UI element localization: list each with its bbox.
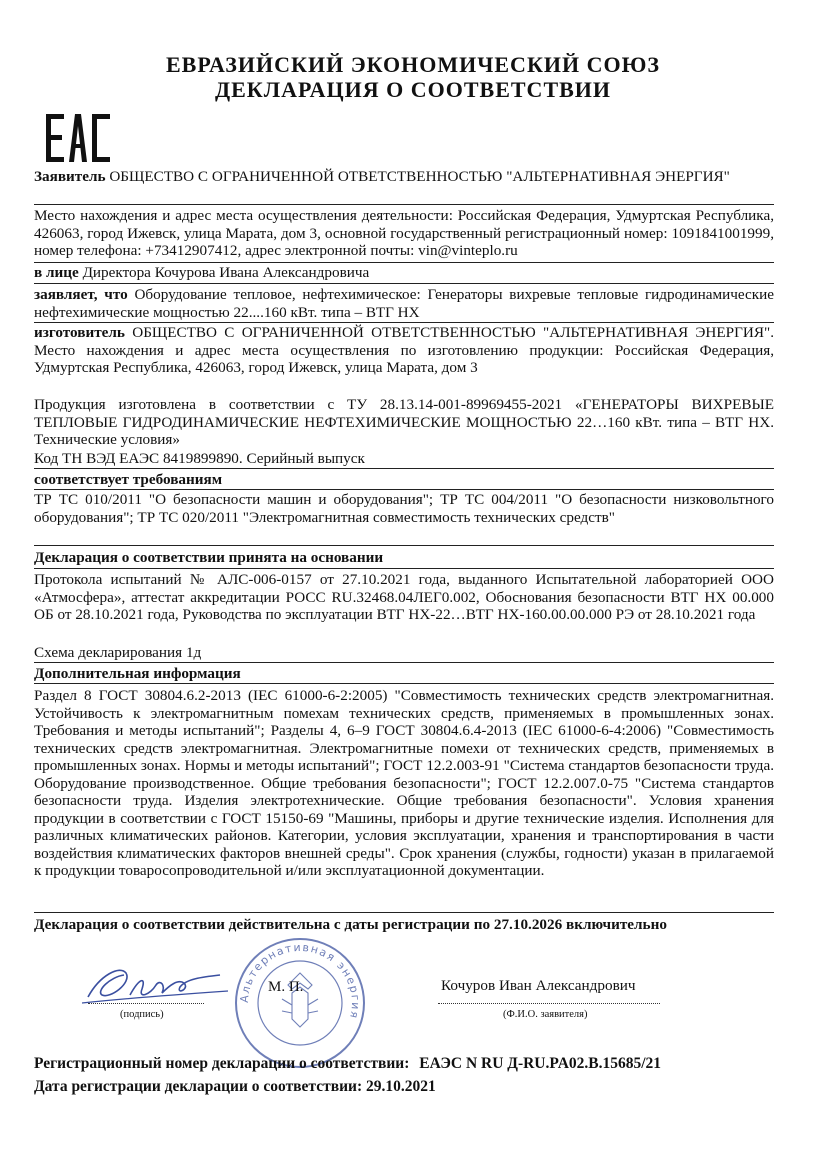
- requirements-text: ТР ТС 010/2011 "О безопасности машин и оборудования"; ТР ТС 004/2011 "О безопасности низковольтного оборудования"; ТР ТС 020/2011 "Электромагнитная совместимость технических средств": [34, 491, 774, 526]
- additional-text: Раздел 8 ГОСТ 30804.6.2-2013 (IEC 61000-6-2:2005) "Совместимость технических средств электромагнитная. Устойчивость к электромагнитным помехам технических средств, применяемых в промышленных зонах. Требования и методы испытаний"; Разделы 4, 6–9 ГОСТ 30804.6.4-2013 (IEC 61000-6-4:2006) "Совместимость технических средств электромагнитная. Электромагнитные помехи от технических средств, применяемых в промышленных зонах. Нормы и методы испытаний"; ГОСТ 12.2.003-91 "Система стандартов безопасности труда. Оборудование производственное. Общие требования безопасности"; ГОСТ 12.2.007.0-75 "Система стандартов безопасности труда. Изделия электротехнические. Общие требования безопасности". Условия хранения продукции в соответствии с ГОСТ 15150-69 "Машины, приборы и другие технические изделия. Исполнения для различных климатических районов. Категории, условия эксплуатации, хранения и транспортирования в части воздействия климатических факторов внешней среды". Срок хранения (службы, годности) указан в прилагаемой к продукции товаросопроводительной и/или эксплуатационной документации.: [34, 687, 774, 879]
- validity-text: Декларация о соответствии действительна с даты регистрации по 27.10.2026 включительно: [34, 916, 667, 933]
- name-line: [438, 1003, 660, 1004]
- additional-label: Дополнительная информация: [34, 665, 241, 682]
- divider: [34, 204, 774, 205]
- applicant-label: Заявитель: [34, 168, 106, 185]
- divider: [34, 568, 774, 569]
- person-name: Директора Кочурова Ивана Александровича: [82, 264, 370, 281]
- applicant-section: [34, 168, 774, 186]
- union-title: ЕВРАЗИЙСКИЙ ЭКОНОМИЧЕСКИЙ СОЮЗ: [165, 52, 661, 77]
- signature-image: [80, 955, 230, 1015]
- requirements-label: соответствует требованиям: [34, 471, 223, 488]
- basis-text: Протокола испытаний № АЛС-006-0157 от 27.10.2021 года, выданного Испытательной лабораторией ООО «Атмосфера», аттестат аккредитации РОСС RU.32468.04ЛЕГ0.002, Обоснования безопасности ВТГ НХ 00.000 ОБ от 28.10.2021 года, Руководства по эксплуатации ВТГ НХ-22…ВТГ НХ-160.00.00.000 РЭ от 28.10.2021 года: [34, 571, 774, 623]
- divider: [34, 283, 774, 284]
- registration-number: ЕАЭС N RU Д-RU.PA02.B.15685/21: [419, 1055, 662, 1072]
- signature-caption: (подпись): [120, 1009, 164, 1020]
- signature-line: [88, 1003, 204, 1004]
- applicant-address: Место нахождения и адрес места осуществления деятельности: Российская Федерация, Удмуртская Республика, 426063, город Ижевск, улица Марата, дом 3, основной государственный регистрационный номер: 1091841001999, номер телефона: +73412907412, адрес электронной почты: vin@vinteplo.ru: [34, 207, 774, 259]
- divider: [34, 322, 774, 323]
- basis-scheme: Схема декларирования 1д: [34, 644, 202, 661]
- divider: [34, 262, 774, 263]
- divider: [34, 545, 774, 546]
- stamp-ring-text: Альтернативная энергия: [237, 940, 363, 1021]
- divider: [34, 662, 774, 663]
- registration-number-row: [34, 1055, 661, 1073]
- document-title: ДЕКЛАРАЦИЯ О СООТВЕТСТВИИ: [214, 77, 612, 102]
- registration-number-label: Регистрационный номер декларации о соответствии:: [34, 1055, 410, 1072]
- eac-logo: [44, 112, 114, 164]
- manufacturer-section: [34, 324, 774, 377]
- divider: [34, 912, 774, 913]
- product-code: Код ТН ВЭД ЕАЭС 8419899890. Серийный выпуск: [34, 450, 365, 467]
- divider: [34, 468, 774, 469]
- name-caption: (Ф.И.О. заявителя): [503, 1009, 588, 1020]
- product-tu: Продукция изготовлена в соответствии с ТУ 28.13.14-001-89969455-2021 «ГЕНЕРАТОРЫ ВИХРЕВЫЕ ТЕПЛОВЫЕ ГИДРОДИНАМИЧЕСКИЕ НЕФТЕХИМИЧЕСКИЕ МОЩНОСТЬЮ 22…160 кВт. типа – ВТГ НХ. Технические условия»: [34, 396, 774, 448]
- divider: [34, 683, 774, 684]
- basis-label: Декларация о соответствии принята на основании: [34, 549, 384, 566]
- registration-date-label: Дата регистрации декларации о соответствии:: [34, 1078, 363, 1095]
- divider: [34, 489, 774, 490]
- applicant-person: [34, 264, 774, 282]
- applicant-name: ОБЩЕСТВО С ОГРАНИЧЕННОЙ ОТВЕТСТВЕННОСТЬЮ "АЛЬТЕРНАТИВНАЯ ЭНЕРГИЯ": [109, 168, 730, 185]
- registration-date-row: [34, 1078, 436, 1096]
- declares-text: Оборудование тепловое, нефтехимическое: Генераторы вихревые тепловые гидродинамические нефтехимические мощностью 22....160 кВт. типа – ВТГ НХ: [34, 286, 774, 321]
- stamp-label: М. П.: [268, 979, 304, 995]
- registration-date: 29.10.2021: [366, 1078, 436, 1095]
- declares-label: заявляет, что: [34, 286, 128, 303]
- signer-name: Кочуров Иван Александрович: [441, 977, 636, 994]
- manufacturer-text: ОБЩЕСТВО С ОГРАНИЧЕННОЙ ОТВЕТСТВЕННОСТЬЮ "АЛЬТЕРНАТИВНАЯ ЭНЕРГИЯ". Место нахождения и адрес места осуществления по изготовлению продукции: Российская Федерация, Удмуртская Республика, 426063, город Ижевск, улица Марата, дом 3: [34, 324, 774, 376]
- manufacturer-label: изготовитель: [34, 324, 125, 341]
- person-label: в лице: [34, 264, 79, 281]
- company-stamp: [232, 935, 368, 1071]
- declares-section: [34, 286, 774, 321]
